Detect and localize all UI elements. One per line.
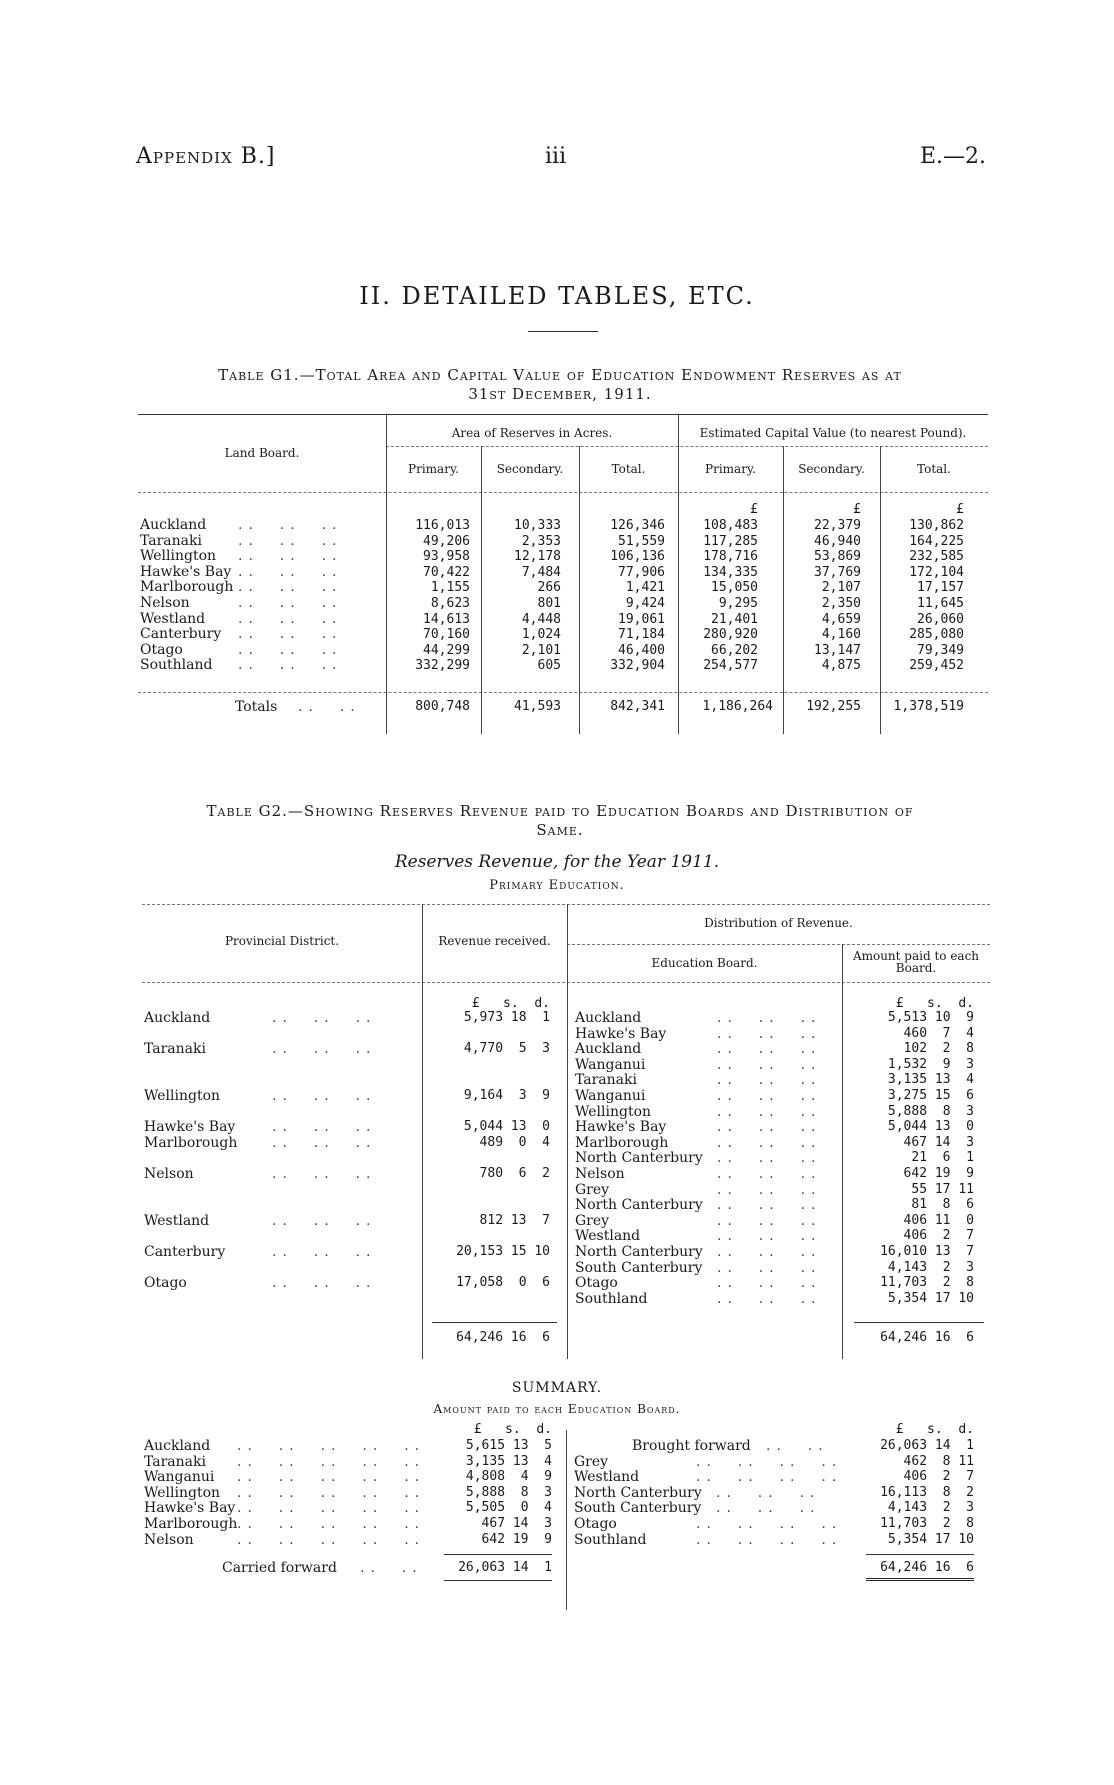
- col-value-primary: Primary.: [705, 462, 756, 476]
- table-g2-subsubtitle: Primary Education.: [489, 878, 625, 893]
- list-item: Hawke's Bay .. .. .. 5,044 13 0: [144, 1119, 550, 1135]
- table-row: Otago .. .. .. 44,299 2,101 46,400 66,202 13,147 79,349: [140, 641, 964, 658]
- table-g2-subtitle: Reserves Revenue, for the Year 1911.: [394, 852, 720, 872]
- col-area-secondary: Secondary.: [496, 462, 564, 476]
- list-item: Westland .. .. .. 406 2 7: [575, 1228, 974, 1245]
- total-revenue: 64,246 16 6: [456, 1330, 550, 1345]
- list-item: Marlborough .. .. .. 467 14 3: [575, 1134, 974, 1151]
- list-item: Wellington .. .. .. 9,164 3 9: [144, 1088, 550, 1104]
- summary-subtitle: Amount paid to each Education Board.: [433, 1402, 681, 1416]
- list-item: Wanganui .. .. .. 3,275 15 6: [575, 1088, 974, 1104]
- totals-row: Totals .. .. 800,748 41,593 842,341 1,186,264 192,255 1,378,519: [235, 699, 964, 715]
- table-row: Southland .. .. .. 332,299 605 332,904 254,577 4,875 259,452: [140, 657, 964, 674]
- table-row: Auckland .. .. .. 116,013 10,333 126,346 108,483 22,379 130,862: [140, 517, 964, 533]
- list-item: Wanganui .. .. .. 1,532 9 3: [575, 1056, 974, 1073]
- table-g1: [138, 414, 988, 734]
- list-item: Nelson .. .. .. 642 19 9: [575, 1166, 974, 1182]
- table-g1-rows: [138, 518, 988, 674]
- list-item: Westland .. .. .. .. 406 2 7: [574, 1469, 974, 1486]
- table-row: Westland .. .. .. 14,613 4,448 19,061 21,401 4,659 26,060: [140, 610, 964, 627]
- lsd-header: £ s. d.: [473, 1422, 552, 1437]
- list-item: Southland .. .. .. 5,354 17 10: [575, 1290, 974, 1307]
- list-item: Otago .. .. .. 17,058 0 6: [144, 1275, 550, 1291]
- list-item: Grey .. .. .. 406 11 0: [575, 1212, 974, 1229]
- list-item: Wanganui .. .. .. .. .. 4,808 4 9: [144, 1469, 552, 1486]
- list-item: Nelson .. .. .. .. .. 642 19 9: [144, 1531, 552, 1548]
- col-value-secondary: Secondary.: [798, 462, 865, 476]
- total-paid: 64,246 16 6: [880, 1330, 974, 1345]
- list-item: Auckland .. .. .. 102 2 8: [575, 1041, 974, 1058]
- list-item: North Canterbury .. .. .. 16,010 13 7: [575, 1244, 974, 1260]
- list-item: Auckland .. .. .. 5,973 18 1: [144, 1010, 550, 1026]
- col-value-total: Total.: [917, 462, 951, 476]
- summary-title: SUMMARY.: [511, 1380, 603, 1396]
- pound-sign: £: [853, 502, 861, 517]
- table-g2-title: Table G2.—Showing Reserves Revenue paid to Education Boards and Distribution of Same.: [206, 802, 914, 839]
- list-item: Grey .. .. .. .. 462 8 11: [574, 1453, 974, 1470]
- table-g2: [142, 904, 990, 1359]
- list-item: Auckland .. .. .. .. .. 5,615 13 5: [144, 1438, 552, 1454]
- pound-sign: £: [956, 502, 964, 517]
- table-row: Marlborough .. .. .. 1,155 266 1,421 15,050 2,107 17,157: [140, 579, 964, 596]
- col-area-primary: Primary.: [408, 462, 459, 476]
- col-land-board: Land Board.: [224, 446, 300, 460]
- group-distribution: Distribution of Revenue.: [704, 916, 853, 930]
- lsd-header: £ s. d.: [895, 1422, 974, 1437]
- col-amount: Amount paid to each Board.: [852, 949, 980, 975]
- list-item: Taranaki .. .. .. 3,135 13 4: [575, 1072, 974, 1089]
- list-item: Otago .. .. .. .. 11,703 2 8: [574, 1516, 974, 1532]
- lsd-header: £ s. d.: [471, 996, 550, 1011]
- table-row: Canterbury .. .. .. 70,160 1,024 71,184 280,920 4,160 285,080: [140, 626, 964, 643]
- brought-forward-row: Brought forward .. .. 26,063 14 1: [632, 1438, 974, 1454]
- list-item: Hawke's Bay .. .. .. 460 7 4: [575, 1025, 974, 1042]
- list-item: North Canterbury .. .. .. 21 6 1: [575, 1150, 974, 1167]
- list-item: North Canterbury .. .. .. 81 8 6: [575, 1197, 974, 1214]
- list-item: Wellington .. .. .. 5,888 8 3: [575, 1103, 974, 1120]
- section-title: II. DETAILED TABLES, ETC.: [359, 282, 755, 310]
- list-item: Taranaki .. .. .. .. .. 3,135 13 4: [144, 1453, 552, 1470]
- list-item: Otago .. .. .. 11,703 2 8: [575, 1275, 974, 1292]
- list-item: Westland .. .. .. 812 13 7: [144, 1213, 550, 1229]
- list-item: Nelson .. .. .. 780 6 2: [144, 1166, 550, 1182]
- col-board: Education Board.: [651, 956, 758, 970]
- list-item: Auckland .. .. .. 5,513 10 9: [575, 1010, 974, 1026]
- header-appendix: Appendix B.]: [136, 144, 276, 169]
- list-item: Taranaki .. .. .. 4,770 5 3: [144, 1041, 550, 1057]
- page-number: iii: [545, 144, 567, 169]
- lsd-header: £ s. d.: [895, 996, 974, 1011]
- list-item: Wellington .. .. .. .. .. 5,888 8 3: [144, 1484, 552, 1501]
- list-item: Hawke's Bay .. .. .. 5,044 13 0: [575, 1119, 974, 1136]
- table-g1-title: Table G1.—Total Area and Capital Value of Education Endowment Reserves as at 31st December, 1911.: [218, 366, 902, 403]
- list-item: Southland .. .. .. .. 5,354 17 10: [574, 1531, 974, 1548]
- list-item: North Canterbury .. .. .. 16,113 8 2: [574, 1484, 974, 1501]
- grand-total: 64,246 16 6: [880, 1560, 974, 1575]
- list-item: Marlborough .. .. .. .. .. 467 14 3: [144, 1516, 552, 1532]
- pound-sign: £: [750, 502, 758, 517]
- table-row: Taranaki .. .. .. 49,206 2,353 51,559 117,285 46,940 164,225: [140, 532, 964, 549]
- table-row: Wellington .. .. .. 93,958 12,178 106,136 178,716 53,869 232,585: [140, 548, 964, 565]
- list-item: South Canterbury .. .. .. 4,143 2 3: [575, 1259, 974, 1276]
- title-rule: [528, 331, 598, 332]
- table-row: Hawke's Bay .. .. .. 70,422 7,484 77,906 134,335 37,769 172,104: [140, 563, 964, 580]
- carried-forward-row: Carried forward .. .. 26,063 14 1: [222, 1560, 552, 1576]
- double-rule: [866, 1578, 974, 1581]
- summary-table: [142, 1420, 990, 1630]
- list-item: Hawke's Bay .. .. .. .. .. 5,505 0 4: [144, 1500, 552, 1517]
- list-item: Canterbury .. .. .. 20,153 15 10: [144, 1244, 550, 1260]
- col-area-total: Total.: [611, 462, 646, 476]
- header-code: E.—2.: [920, 144, 987, 169]
- group-area: Area of Reserves in Acres.: [451, 426, 613, 440]
- list-item: Grey .. .. .. 55 17 11: [575, 1181, 974, 1198]
- table-row: Nelson .. .. .. 8,623 801 9,424 9,295 2,350 11,645: [140, 594, 964, 611]
- col-revenue: Revenue received.: [438, 934, 551, 948]
- list-item: South Canterbury .. .. .. 4,143 2 3: [574, 1500, 974, 1517]
- group-value: Estimated Capital Value (to nearest Pound).: [699, 426, 967, 440]
- list-item: Marlborough .. .. .. 489 0 4: [144, 1135, 550, 1151]
- col-district: Provincial District.: [224, 934, 340, 948]
